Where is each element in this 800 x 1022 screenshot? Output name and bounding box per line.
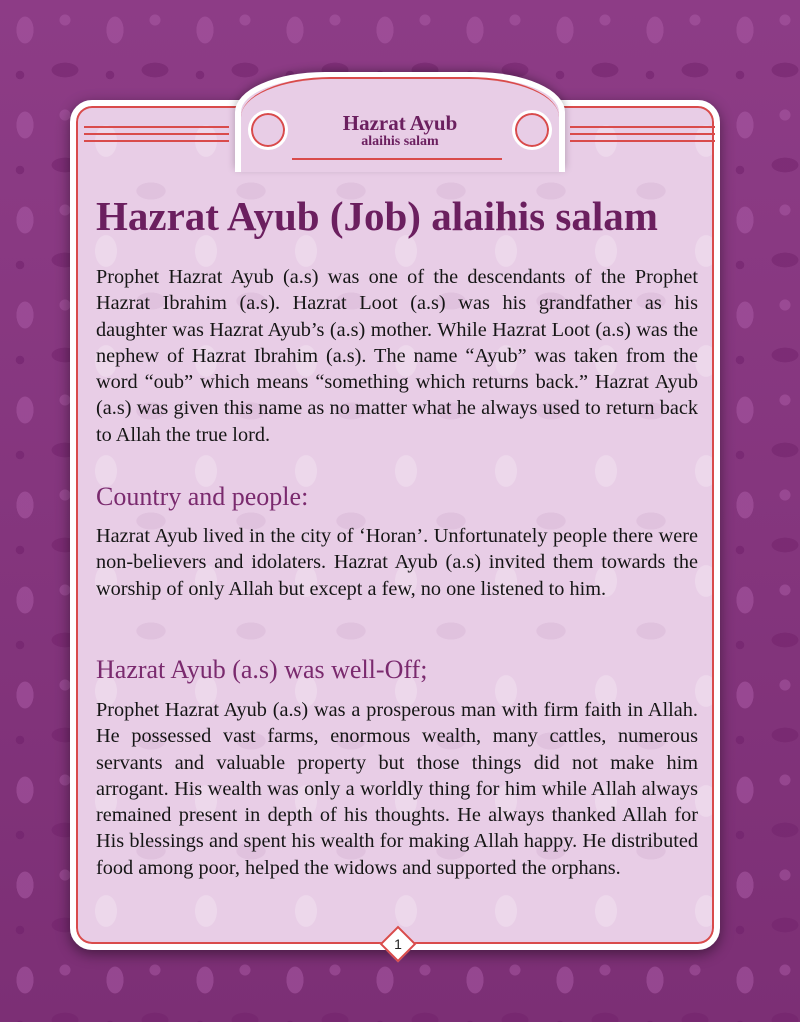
right-scroll-ornament <box>512 110 552 150</box>
left-header-stripes <box>84 126 229 148</box>
intro-paragraph: Prophet Hazrat Ayub (a.s) was one of the descendants of the Prophet Hazrat Ibrahim (a.s). Hazrat Loot (a.s) was his grandfather as his daughter was Hazrat Ayub’s (a.s) mother. While Hazrat Loot (a.s) was the nephew of Hazrat Ibrahim (a.s). The name “Ayub” was taken from the word “oub” which means “something which returns back.” Hazrat Ayub (a.s) was given this name as no matter what he always used to return back to Allah the true lord. <box>96 266 698 446</box>
section-heading-country: Country and people: <box>96 482 309 511</box>
header-subtitle: alaihis salam <box>361 134 439 149</box>
header-divider <box>292 158 502 160</box>
left-scroll-ornament <box>248 110 288 150</box>
right-header-stripes <box>570 126 715 148</box>
wealth-paragraph: Prophet Hazrat Ayub (a.s) was a prosperous man with firm faith in Allah. He possessed vast farms, enormous wealth, many cattles, numerous servants and valuable property but those things did not make him arrogant. His wealth was only a worldly thing for him while Allah always remained present in depth of his thoughts. He always thanked Allah for His blessings and spent his wealth for making Allah happy. He distributed food among poor, helped the widows and supported the orphans. <box>96 699 698 879</box>
header-title: Hazrat Ayub <box>342 111 458 135</box>
country-paragraph: Hazrat Ayub lived in the city of ‘Horan’. Unfortunately people there were non-believers and idolaters. Hazrat Ayub (a.s) invited them towards the worship of only Allah but except a few, no one listened to him. <box>96 525 698 600</box>
page-number: 1 <box>394 936 402 952</box>
page-title: Hazrat Ayub (Job) alaihis salam <box>96 193 658 239</box>
section-heading-wealth: Hazrat Ayub (a.s) was well-Off; <box>96 655 428 684</box>
